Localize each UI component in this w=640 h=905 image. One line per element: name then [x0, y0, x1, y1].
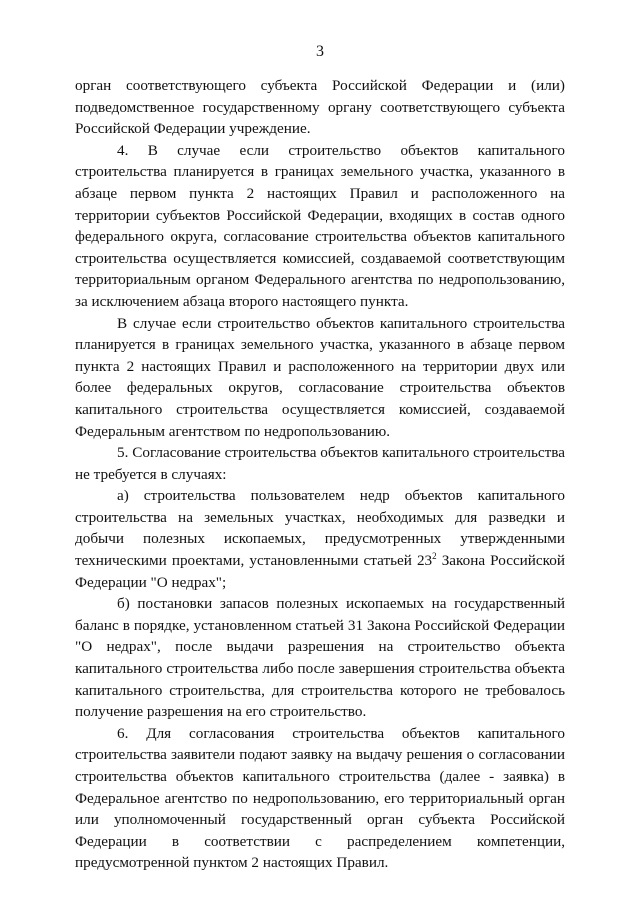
paragraph-item-6: 6. Для согласования строительства объектов капитального строительства заявители подают заявку на выдачу решения о согласовании строительства объектов капитального строительства (далее - заявка) в Федеральное агентство по недропользованию, его территориальный орган или уполномоченный государственный орган субъекта Российской Федерации в соответствии с распределением компетенции, предусмотренной пунктом 2 настоящих Правил.	[75, 724, 565, 872]
paragraph-item-4: 4. В случае если строительство объектов капитального строительства планируется в границах земельного участка, указанного в абзаце первом пункта 2 настоящих Правил и расположенного на территории субъектов Российской Федерации, входящих в состав одного федерального округа, согласование строительства объектов капитального строительства осуществляется комиссией, создаваемой соответствующим территориальным органом Федерального агентства по недропользованию, за исключением абзаца второго настоящего пункта.	[75, 141, 565, 310]
paragraph-item-5b: б) постановки запасов полезных ископаемых на государственный баланс в порядке, установленном статьей 31 Закона Российской Федерации "О недрах", после выдачи разрешения на строительство объекта капитального строительства либо после завершения строительства объекта капитального строительства, для строительства которого не требовалось получение разрешения на его строительство.	[75, 595, 565, 721]
paragraph-item-5: 5. Согласование строительства объектов капитального строительства не требуется в случаях:	[75, 444, 565, 483]
superscript-mark: 2	[432, 551, 437, 562]
paragraph-item-5a	[75, 485, 565, 593]
page-number: 3	[316, 43, 324, 60]
document-body	[75, 75, 565, 874]
paragraph-continuation: орган соответствующего субъекта Российской Федерации и (или) подведомственное государственному органу соответствующего субъекта Российской Федерации учреждение.	[75, 77, 565, 138]
paragraph-item-4-second: В случае если строительство объектов капитального строительства планируется в границах земельного участка, указанного в абзаце первом пункта 2 настоящих Правил и расположенного на территории двух или более федеральных округов, согласование строительства объектов капитального строительства осуществляется комиссией, создаваемой Федеральным агентством по недропользованию.	[75, 314, 565, 440]
paragraph-item-5a-text-end: Закона Российской Федерации "О недрах";	[75, 552, 566, 591]
paragraph-item-5a-text: а) строительства пользователем недр объектов капитального строительства на земельных участках, необходимых для разведки и добычи полезных ископаемых, предусмотренных утвержденными техническими проектами, установленными статьей 23	[75, 487, 565, 570]
